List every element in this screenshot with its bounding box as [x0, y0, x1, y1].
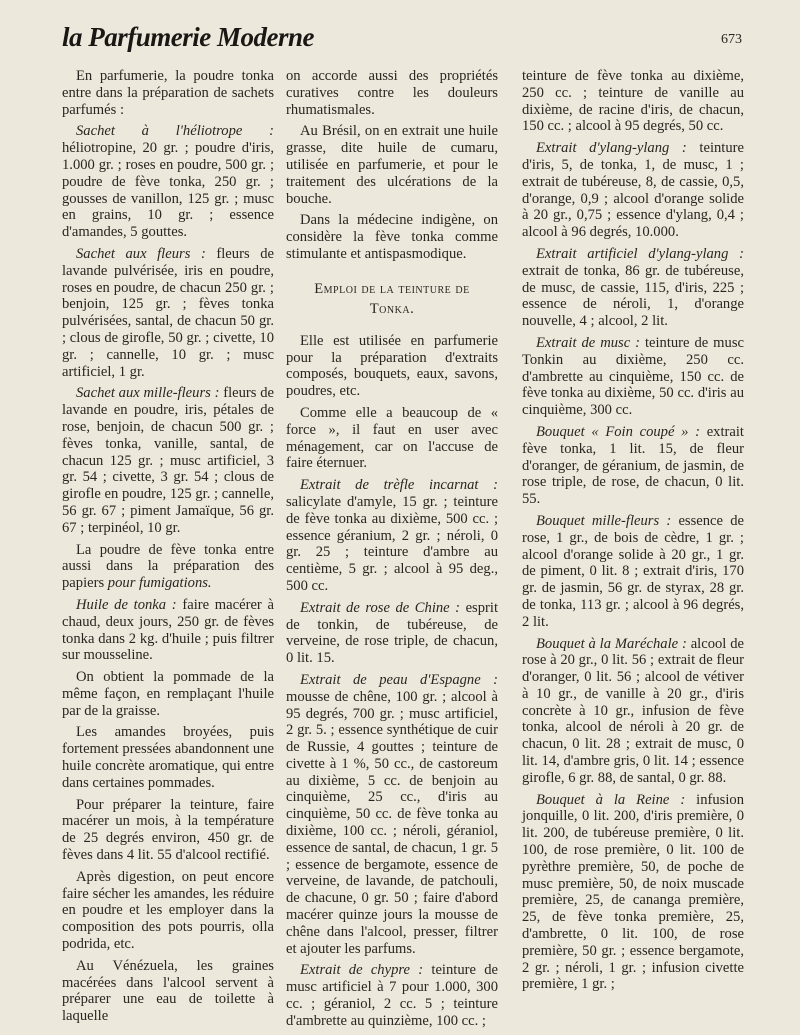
paragraph: [62, 68, 274, 118]
paragraph-text: extrait de tonka, 86 gr. de tubéreuse, de musc, de cassie, 115, d'iris, 225 ; essence de néroli, 1, d'orange nouvelle, 4 ; alcool, 2 lit.: [522, 262, 744, 330]
recipe-title: Extrait d'ylang-ylang :: [536, 140, 687, 157]
paragraph: [62, 669, 274, 719]
paragraph-text: teinture d'iris, 5, de tonka, 1, de musc, 1 ; extrait de tubéreuse, 8, de cassie, 0,5, d'orange, 0,9 ; alcool d'orange solide à 20 gr., 0,75 ; essence d'ylang, 0,4 ; alcool à 96 degrés, 10.000.: [522, 140, 744, 241]
paragraph: [522, 68, 744, 135]
paragraph: [62, 724, 274, 791]
recipe-paragraph: [62, 246, 274, 380]
recipe-paragraph: [286, 600, 498, 667]
recipe-paragraph: [522, 246, 744, 330]
recipe-paragraph: [522, 792, 744, 994]
page-number: 673: [721, 32, 742, 47]
recipe-title: Extrait de trèfle incarnat :: [300, 477, 498, 494]
paragraph-text: faire macérer à chaud, deux jours, 250 gr. de fèves tonka dans 2 kg. d'huile ; puis filtrer sur mousseline.: [62, 596, 274, 664]
recipe-title: Bouquet à la Maréchale :: [536, 635, 687, 652]
paragraph-text: teinture de musc artificiel à 7 pour 1.000, 300 cc. ; géraniol, 2 cc. 5 ; teinture d'ambrette au quinzième, 100 cc. ;: [286, 962, 498, 1029]
recipe-title: Extrait de chypre :: [300, 962, 424, 979]
paragraph-text: Comme elle a beaucoup de « force », il faut en user avec ménagement, car on l'accuse de faire éternuer.: [286, 404, 498, 472]
paragraph-text: essence de rose, 1 gr., de bois de cèdre, 1 gr. ; alcool d'orange solide à 20 gr., 1 gr. de piment, 0 lit. 8 ; extrait d'iris, 170 gr. de jasmin, 56 gr. de styrax, 28 gr. de tonka, 113 gr. ; alcool à 96 degrés, 2 lit.: [522, 512, 744, 630]
recipe-paragraph: [522, 335, 744, 419]
paragraph-text: Après digestion, on peut encore faire sécher les amandes, les réduire en poudre et les employer dans la composition des pots pourris, olla podrida, etc.: [62, 868, 274, 953]
paragraph: [286, 405, 498, 472]
paragraph: [286, 333, 498, 400]
paragraph-text: infusion jonquille, 0 lit. 200, d'iris première, 0 lit. 200, de tubéreuse première, 0 lit. 100, de rose première, 0 lit. 100 de pyrèthre première, 50, de poche de musc première, 50, de noix muscade première, 25, de cananga première, 25, de fève tonka première, 25, d'ambrette, 0 lit. 100, de rose première, 50 gr. ; essence bergamote, 2 gr. ; néroli, 1 gr. ; infusion civette première, 1 gr. ;: [522, 791, 744, 993]
recipe-title: Bouquet mille-fleurs :: [536, 512, 672, 529]
recipe-title: Extrait de musc :: [536, 334, 640, 351]
italic-phrase: pour fumigations.: [107, 575, 212, 592]
recipe-paragraph: [62, 597, 274, 664]
paragraph-text: Pour préparer la teinture, faire macérer un mois, à la température de 25 degrés environ, 450 gr. de fèves dans 4 lit. 55 d'alcool rectifié.: [62, 796, 274, 864]
paragraph-text: fleurs de lavande en poudre, iris, pétales de rose, benjoin, de chacun 500 gr. ; fèves tonka, vanille, santal, de chacun 125 gr. ; musc artificiel, 3 gr. 54 ; civette, 3 gr. 54 ; clous de girofle en poudre, 125 gr. ; cannelle, 56 gr. 67 ; piment Jamaïque, 56 gr. 67 ; terpinéol, 10 gr.: [62, 385, 274, 536]
paragraph-text: fleurs de lavande pulvérisée, iris en poudre, roses en poudre, de chacun 250 gr. ; benjoin, 125 gr. ; fèves tonka pulvérisées, santal, de chacun 50 gr. ; clous de girofle, 50 gr. ; civette, 10 gr. ; cannelle, 10 gr. ; musc artificiel, 1 gr.: [62, 245, 274, 380]
paragraph-text: extrait fève tonka, 1 lit. 15, de fleur d'oranger, de géranium, de jasmin, de rose triple, de rose, de chacun, 0 lit. 55.: [522, 423, 744, 508]
paragraph-text: on accorde aussi des propriétés curatives contre les douleurs rhumatismales.: [286, 68, 498, 118]
recipe-paragraph: [522, 140, 744, 241]
paragraph: [286, 68, 498, 118]
text-column-1: [62, 68, 274, 1030]
recipe-title: Bouquet « Foin coupé » :: [536, 423, 700, 440]
section-heading-line: Tonka.: [369, 300, 415, 317]
recipe-paragraph: [286, 962, 498, 1029]
recipe-title: Extrait artificiel d'ylang-ylang :: [536, 245, 744, 262]
paragraph-text: teinture de musc Tonkin au dixième, 250 cc. d'ambrette au cinquième, 150 cc. de fève tonka au dixième, 50 cc. d'iris au cinquième, 300 cc.: [522, 334, 744, 419]
recipe-paragraph: [522, 636, 744, 787]
recipe-title: Sachet aux mille-fleurs :: [76, 385, 220, 402]
recipe-paragraph: [286, 672, 498, 958]
recipe-paragraph: [62, 123, 274, 241]
paragraph-text: Au Brésil, on en extrait une huile grasse, dite huile de cumaru, utilisée en parfumerie, et pour le traitement des ulcérations de la bouche.: [286, 123, 498, 207]
paragraph: [62, 542, 274, 592]
paragraph-text: mousse de chêne, 100 gr. ; alcool à 95 degrés, 700 gr. ; musc artificiel, 2 gr. 5. ; essence synthétique de cuir de Russie, 4 gouttes ; teinture de civette à 1 %, 50 cc., de castoreum au dixième, 5 cc. de benjoin au cinquième, 25 cc., d'iris au cinquième, 50 cc. de fève tonka au dixième, 100 cc. ; néroli, géraniol, essence de santal, de chacun, 1 gr. 5 ; essence de bergamote, essence de verveine, de lavande, de patchouli, de chacune, 0 gr. 50 ; faire d'abord macérer quinze jours la mousse de chêne dans l'alcool, presser, filtrer et ajouter les parfums.: [286, 688, 498, 957]
paragraph-text: Elle est utilisée en parfumerie pour la préparation d'extraits composés, bouquets, eaux, savons, poudres, etc.: [286, 332, 498, 400]
text-column-3: [522, 68, 744, 998]
paragraph: [286, 212, 498, 262]
section-heading: [286, 279, 498, 319]
paragraph: [286, 123, 498, 207]
recipe-title: Huile de tonka :: [76, 596, 177, 613]
paragraph-text: esprit de tonkin, de tubéreuse, de verveine, de rose triple, de chacun, 0 lit. 15.: [286, 599, 498, 667]
recipe-title: Sachet à l'héliotrope :: [76, 123, 274, 140]
recipe-paragraph: [522, 513, 744, 631]
recipe-title: Extrait de rose de Chine :: [300, 599, 461, 616]
paragraph-text: teinture de fève tonka au dixième, 250 cc. ; teinture de vanille au dixième, de racine d'iris, de chacun, 150 cc. ; alcool à 95 degrés, 50 cc.: [522, 68, 744, 135]
paragraph: [62, 797, 274, 864]
paragraph-text: héliotropine, 20 gr. ; poudre d'iris, 1.000 gr. ; roses en poudre, 500 gr. ; poudre de fève tonka, 250 gr. ; gousses de vanillon, 125 gr. ; musc en grains, 10 gr. ; essence d'amandes, 5 gouttes.: [62, 140, 274, 241]
paragraph: [62, 869, 274, 953]
paragraph-text: En parfumerie, la poudre tonka entre dans la préparation de sachets parfumés :: [62, 68, 274, 118]
journal-masthead: la Parfumerie Moderne: [62, 22, 314, 52]
paragraph-text: Les amandes broyées, puis fortement pressées abandonnent une huile concrète aromatique, qui entre dans certaines pommades.: [62, 724, 274, 791]
recipe-paragraph: [62, 385, 274, 536]
paragraph: [62, 958, 274, 1025]
text-column-2: [286, 68, 498, 1035]
paragraph-text: La poudre de fève tonka entre aussi dans la préparation des papiers: [62, 541, 274, 592]
recipe-paragraph: [286, 477, 498, 595]
recipe-title: Bouquet à la Reine :: [536, 791, 686, 808]
recipe-title: Sachet aux fleurs :: [76, 245, 206, 262]
recipe-title: Extrait de peau d'Espagne :: [300, 671, 498, 688]
paragraph-text: On obtient la pommade de la même façon, en remplaçant l'huile par de la graisse.: [62, 669, 274, 719]
paragraph-text: alcool de rose à 20 gr., 0 lit. 56 ; extrait de fleur d'oranger, 0 lit. 56 ; alcool de vétiver à 10 gr., de vanille à 20 gr., d'iris concrète à 10 gr., infusion de fève tonka, alcool de néroli à 20 gr. de chacun, 0 lit. 28 ; extrait de musc, 0 lit. 14, d'ambre gris, 0 lit. 14 ; essence girofle, 6 gr. 88, de santal, 0 gr. 88.: [522, 635, 744, 786]
recipe-paragraph: [522, 424, 744, 508]
paragraph-text: salicylate d'amyle, 15 gr. ; teinture de fève tonka au dixième, 500 cc. ; essence géranium, 2 gr. ; néroli, 0 gr. 25 ; teinture d'ambre au centième, 5 gr. ; alcool à 95 deg., 500 cc.: [286, 493, 498, 594]
paragraph-text: Dans la médecine indigène, on considère la fève tonka comme stimulante et antispasmodique.: [286, 212, 498, 262]
paragraph-text: Au Vénézuela, les graines macérées dans l'alcool servent à préparer une eau de toilette à laquelle: [62, 957, 274, 1025]
section-heading-line: Emploi de la teinture de: [314, 280, 470, 297]
